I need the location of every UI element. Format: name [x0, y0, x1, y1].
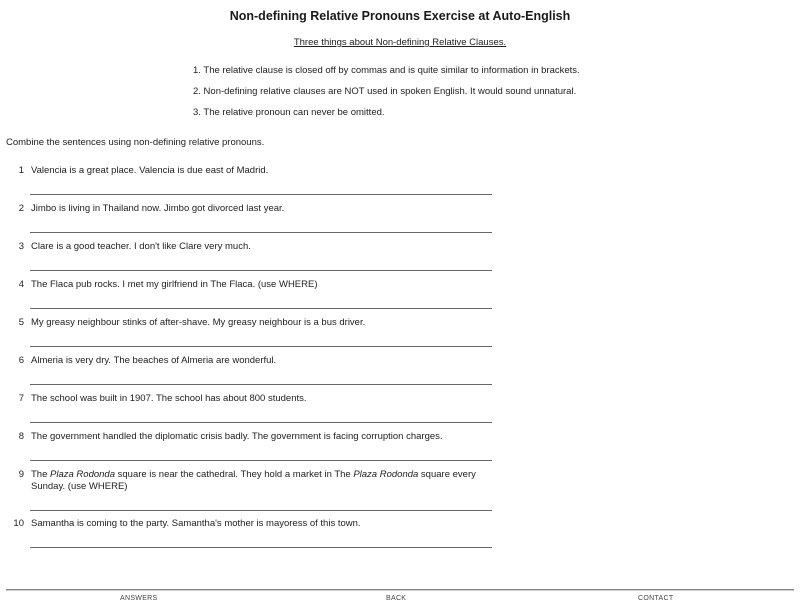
exercise-number: 7: [18, 393, 24, 404]
answer-input[interactable]: [30, 296, 492, 309]
exercise-prompt: Clare is a good teacher. I don't like Clare very much.: [31, 241, 251, 252]
rules-heading: Three things about Non-defining Relative Clauses.: [293, 37, 507, 48]
rule-item: 1. The relative clause is closed off by commas and is quite similar to information in brackets.: [193, 65, 580, 76]
exercise-prompt: The school was built in 1907. The school has about 800 students.: [31, 393, 307, 404]
exercise-prompt: Jimbo is living in Thailand now. Jimbo got divorced last year.: [31, 203, 285, 214]
answer-input[interactable]: [30, 535, 492, 548]
footer-divider: [6, 589, 794, 591]
exercise-item: [0, 241, 800, 279]
exercise-item: [0, 431, 800, 469]
exercise-number: 9: [18, 469, 24, 480]
exercise-number: 10: [13, 518, 24, 529]
contact-link[interactable]: CONTACT: [638, 595, 674, 600]
exercise-prompt: Almeria is very dry. The beaches of Almeria are wonderful.: [31, 355, 277, 366]
exercise-prompt: Valencia is a great place. Valencia is due east of Madrid.: [31, 165, 269, 176]
exercise-item: [0, 317, 800, 355]
exercise-item: [0, 469, 800, 518]
exercise-item: [0, 355, 800, 393]
page-title: Non-defining Relative Pronouns Exercise at Auto-English: [229, 9, 571, 23]
exercise-prompt: [31, 469, 511, 493]
rule-item: 2. Non-defining relative clauses are NOT used in spoken English. It would sound unnatural.: [193, 86, 577, 97]
exercise-number: 6: [18, 355, 24, 366]
back-link[interactable]: BACK: [386, 595, 407, 600]
prompt-text: square every Sunday. (use WHERE): [31, 469, 476, 492]
prompt-text: square is near the cathedral. They hold a market in The: [114, 469, 354, 480]
answer-input[interactable]: [30, 334, 492, 347]
exercise-item: [0, 203, 800, 241]
prompt-italic-name: Plaza Rodonda: [353, 469, 419, 480]
answer-input[interactable]: [30, 498, 492, 511]
exercise-number: 2: [18, 203, 24, 214]
answer-input[interactable]: [30, 448, 492, 461]
exercise-prompt: My greasy neighbour stinks of after-shave. My greasy neighbour is a bus driver.: [31, 317, 366, 328]
exercise-instructions: Combine the sentences using non-defining relative pronouns.: [6, 137, 265, 148]
exercise-item: [0, 518, 800, 556]
exercise-list: [0, 165, 800, 556]
exercise-number: 8: [18, 431, 24, 442]
answers-link[interactable]: ANSWERS: [120, 595, 158, 600]
answer-input[interactable]: [30, 410, 492, 423]
exercise-number: 1: [18, 165, 24, 176]
exercise-number: 5: [18, 317, 24, 328]
rule-item: 3. The relative pronoun can never be omitted.: [193, 107, 385, 118]
exercise-number: 3: [18, 241, 24, 252]
answer-input[interactable]: [30, 220, 492, 233]
prompt-italic-name: Plaza Rodonda: [50, 469, 115, 480]
rules-list: [193, 64, 580, 127]
exercise-prompt: Samantha is coming to the party. Samantha's mother is mayoress of this town.: [31, 518, 361, 529]
exercise-item: [0, 279, 800, 317]
prompt-text: The: [31, 469, 51, 480]
exercise-prompt: The Flaca pub rocks. I met my girlfriend in The Flaca. (use WHERE): [31, 279, 318, 290]
exercise-number: 4: [18, 279, 24, 290]
answer-input[interactable]: [30, 182, 492, 195]
answer-input[interactable]: [30, 258, 492, 271]
exercise-item: [0, 165, 800, 203]
exercise-prompt: The government handled the diplomatic crisis badly. The government is facing corruption charges.: [31, 431, 443, 442]
answer-input[interactable]: [30, 372, 492, 385]
exercise-item: [0, 393, 800, 431]
